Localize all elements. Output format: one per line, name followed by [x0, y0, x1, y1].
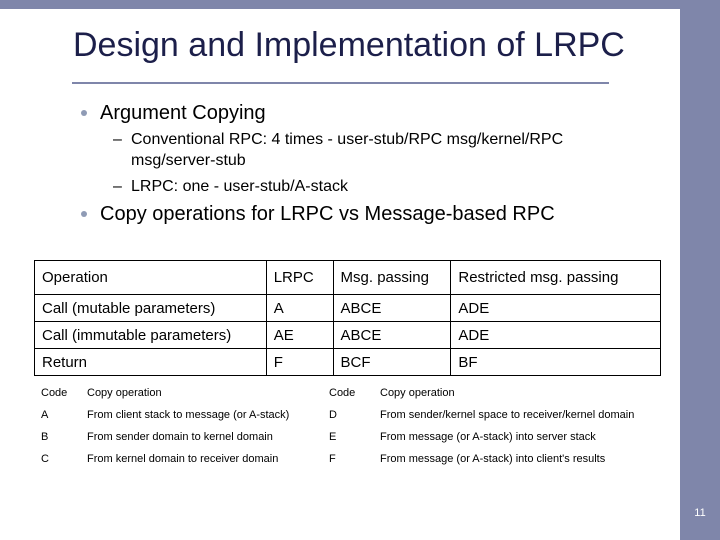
table-cell: Call (immutable parameters) — [35, 322, 267, 349]
table-cell: ABCE — [333, 295, 451, 322]
legend-code-d: D — [329, 409, 337, 421]
copy-operations-table — [34, 260, 661, 376]
page-number: 11 — [694, 507, 706, 519]
table-cell: ABCE — [333, 322, 451, 349]
table-cell: BF — [451, 349, 661, 376]
bullet-argument-copying: Argument Copying — [100, 102, 266, 124]
legend-header-code-left: Code — [41, 387, 68, 399]
sub-bullet-lrpc: LRPC: one - user-stub/A-stack — [131, 178, 348, 195]
table-row — [35, 349, 661, 376]
table-cell: A — [266, 295, 333, 322]
bullet-dot-icon — [81, 211, 87, 217]
dash-icon: – — [113, 131, 122, 148]
legend-op-b: From sender domain to kernel domain — [87, 431, 273, 443]
header-lrpc: LRPC — [266, 261, 333, 295]
legend-op-d: From sender/kernel space to receiver/kernel domain — [380, 409, 635, 421]
table-row — [35, 322, 661, 349]
table-cell: BCF — [333, 349, 451, 376]
table-row — [35, 295, 661, 322]
bullet-dot-icon — [81, 110, 87, 116]
legend-code-a: A — [41, 409, 49, 421]
table-cell: F — [266, 349, 333, 376]
bullet-copy-operations: Copy operations for LRPC vs Message-based RPC — [100, 203, 555, 225]
legend-op-a: From client stack to message (or A-stack) — [87, 409, 290, 421]
table-header-row — [35, 261, 661, 295]
legend-op-e: From message (or A-stack) into server stack — [380, 431, 596, 443]
legend-op-f: From message (or A-stack) into client's results — [380, 453, 606, 465]
table-cell: AE — [266, 322, 333, 349]
sub-bullet-conventional-rpc-cont: msg/server-stub — [131, 152, 246, 169]
right-frame-bar — [680, 0, 720, 540]
legend-op-c: From kernel domain to receiver domain — [87, 453, 279, 465]
title-divider — [72, 82, 609, 84]
header-msg-passing: Msg. passing — [333, 261, 451, 295]
header-restricted-msg-passing: Restricted msg. passing — [451, 261, 661, 295]
legend-header-code-right: Code — [329, 387, 356, 399]
top-frame-bar — [0, 0, 680, 9]
dash-icon: – — [113, 178, 122, 195]
slide-title: Design and Implementation of LRPC — [73, 26, 625, 64]
sub-bullet-conventional-rpc: Conventional RPC: 4 times - user-stub/RPC msg/kernel/RPC — [131, 131, 564, 148]
legend-code-e: E — [329, 431, 337, 443]
header-operation: Operation — [35, 261, 267, 295]
table-cell: ADE — [451, 295, 661, 322]
legend-code-b: B — [41, 431, 49, 443]
legend-header-op-left: Copy operation — [87, 387, 162, 399]
table-cell: Call (mutable parameters) — [35, 295, 267, 322]
legend-header-op-right: Copy operation — [380, 387, 455, 399]
legend-code-c: C — [41, 453, 49, 465]
legend-code-f: F — [329, 453, 336, 465]
table-cell: ADE — [451, 322, 661, 349]
table-cell: Return — [35, 349, 267, 376]
